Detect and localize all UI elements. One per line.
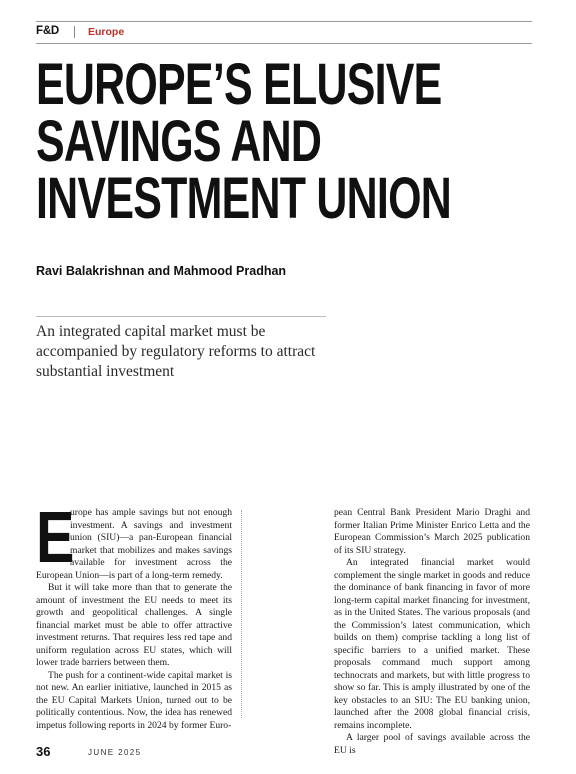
- magazine-brand: F&D: [36, 25, 60, 37]
- article-dek: An integrated capital market must be accompanied by regulatory reforms to attract substantial investment: [36, 323, 316, 380]
- paragraph: The push for a continent-wide capital market is not new. An earlier initiative, launched in 2015 as the EU Capital Markets Union, turned out to be politically contentious. Now, the idea has renewed impetus following reports in 2024 by former Euro-: [36, 669, 232, 731]
- paragraph: An integrated financial market would complement the single market in goods and reduce the dominance of bank financing in favor of more long-term capital market financing for investment, as in the United States. The various proposals (and the Commission’s latest communication, which builds on them) comprise tackling a long list of specific barriers to a unified market. These proposals command much support among technocrats and markets, but with little progress to show so far. This is amply illustrated by one of the key obstacles to an SIU: The EU banking union, launched after the 2008 global financial crisis, remains incomplete.: [334, 557, 530, 731]
- section-label: Europe: [88, 26, 125, 38]
- paragraph: E urope has ample savings but not enough investment. A savings and investment union (SIU)—a pan-European financial market that mobilizes and makes savings available for investment across the European Union—is part of a long-term remedy.: [36, 498, 232, 581]
- header-separator: [74, 26, 75, 38]
- paragraph: pean Central Bank President Mario Draghi and former Italian Prime Minister Enrico Letta and the European Commission’s March 2025 publication of its SIU strategy.: [334, 507, 530, 556]
- paragraph: But it will take more than that to generate the amount of investment the EU needs to meet its growth and geopolitical challenges. A single financial market must be able to offer attractive investment returns. That requires less red tape and uniform regulation across EU states, which will lower trade barriers between them.: [36, 582, 232, 668]
- title-line-1: EUROPE’S ELUSIVE: [36, 52, 442, 117]
- column-divider: [241, 510, 242, 718]
- page-number: 36: [36, 744, 51, 759]
- dek-rule: [36, 316, 326, 317]
- header-bottom-rule: [36, 43, 532, 44]
- body-column-1: [36, 498, 232, 732]
- article-title: [36, 52, 452, 231]
- issue-date: JUNE 2025: [88, 748, 142, 757]
- paragraph: A larger pool of savings available across the EU is: [334, 732, 530, 756]
- body-column-2: [334, 507, 530, 757]
- header-top-rule: [36, 21, 532, 22]
- drop-cap: E: [36, 498, 75, 578]
- title-line-3: INVESTMENT UNION: [36, 166, 452, 231]
- title-line-2: SAVINGS AND: [36, 109, 322, 174]
- article-authors: Ravi Balakrishnan and Mahmood Pradhan: [36, 264, 287, 278]
